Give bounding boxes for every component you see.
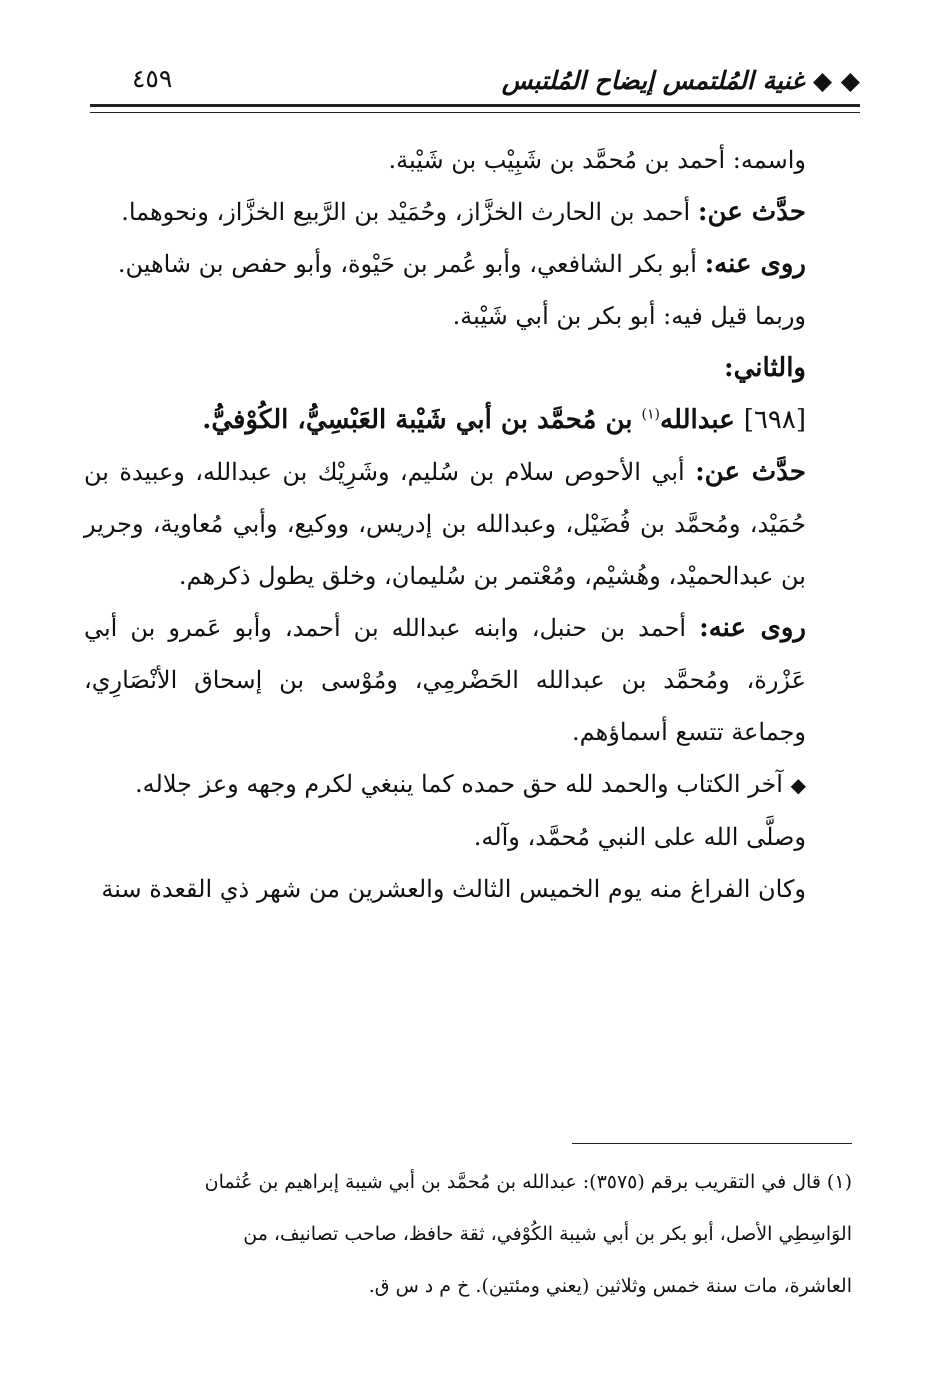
alias-line: وربما قيل فيه: أبو بكر بن أبي شَيْبة. xyxy=(452,302,806,330)
header-rule-thick xyxy=(90,104,860,107)
entry-number: [٦٩٨] xyxy=(743,405,806,435)
entry-narrated-by-paragraph xyxy=(84,602,860,758)
entry-narrated-from-paragraph xyxy=(84,446,860,602)
second-heading: والثاني: xyxy=(724,353,806,383)
entry-narrated-by-label: روى عنه: xyxy=(699,613,806,643)
diamond-bullet-icon: ◆ xyxy=(790,773,806,797)
entry-lineage: بن مُحمَّد بن أبي شَيْبة العَبْسِيُّ، الكُوْفيُّ. xyxy=(202,405,633,435)
narrated-by-text: أبو بكر الشافعي، وأبو عُمر بن حَيْوة، وأبو حفص بن شاهين. xyxy=(117,250,697,278)
narrated-from-label: حدَّث عن: xyxy=(697,197,806,227)
entry-narrated-from-text: أبي الأحوص سلام بن سُليم، وشَرِيْك بن عبدالله، وعبيدة بن حُمَيْد، ومُحمَّد بن فُضَيْل، وعبدالله بن إدريس، ووكيع، وأبي مُعاوية، وجرير بن عبدالحميْد، وهُشيْم، ومُعْتمر بن سُليمان، وخلق يطول ذكرهم. xyxy=(84,458,806,590)
closing-text: آخر الكتاب والحمد لله حق حمده كما ينبغي لكرم وجهه وعز جلاله. xyxy=(135,770,783,798)
entry-heading xyxy=(84,394,860,446)
narrated-by-paragraph xyxy=(84,238,860,290)
narrated-from-paragraph xyxy=(84,186,860,238)
footnote-line-3: العاشرة، مات سنة خمس وثلاثين (يعني ومئتين). خ م د س ق. xyxy=(368,1275,852,1297)
footnotes xyxy=(90,1156,852,1312)
closing-paragraph xyxy=(84,758,860,811)
main-text xyxy=(84,134,860,915)
footnote-line-1: (١) قال في التقريب برقم (٣٥٧٥): عبدالله بن مُحمَّد بن أبي شيبة إبراهيم بن عُثمان xyxy=(204,1171,852,1193)
narrated-from-text: أحمد بن الحارث الخزَّاز، وحُمَيْد بن الرَّبيع الخزَّاز، ونحوهما. xyxy=(121,198,691,226)
page-number: ٤٥٩ xyxy=(132,64,173,93)
colophon-line: وكان الفراغ منه يوم الخميس الثالث والعشرين من شهر ذي القعدة سنة xyxy=(101,875,806,903)
entry-narrated-from-label: حدَّث عن: xyxy=(695,457,806,487)
footnote-rule xyxy=(572,1143,852,1144)
entry-narrated-by-text: أحمد بن حنبل، وابنه عبدالله بن أحمد، وأبو عَمرو بن أبي عَزْرة، ومُحمَّد بن عبدالله الحَضْرمِي، ومُوْسى بن إسحاق الأنْصَارِي، وجماعة تتسع أسماؤهم. xyxy=(84,614,806,746)
entry-name: عبدالله xyxy=(660,405,735,435)
page-header xyxy=(90,62,860,106)
name-line: واسمه: أحمد بن مُحمَّد بن شَبِيْب بن شَيْبة. xyxy=(388,146,806,174)
footnote-marker: (١) xyxy=(641,406,661,423)
blessing-line: وصلَّى الله على النبي مُحمَّد، وآله. xyxy=(473,823,806,851)
narrated-by-label: روى عنه: xyxy=(704,249,806,279)
header-rule-thin xyxy=(90,112,860,113)
running-title: ◆ ◆ غنية المُلتمس إيضاح المُلتبس xyxy=(501,66,860,95)
footnote-line-2: الوَاسِطِي الأصل، أبو بكر بن أبي شيبة الكُوْفي، ثقة حافظ، صاحب تصانيف، من xyxy=(243,1223,852,1245)
